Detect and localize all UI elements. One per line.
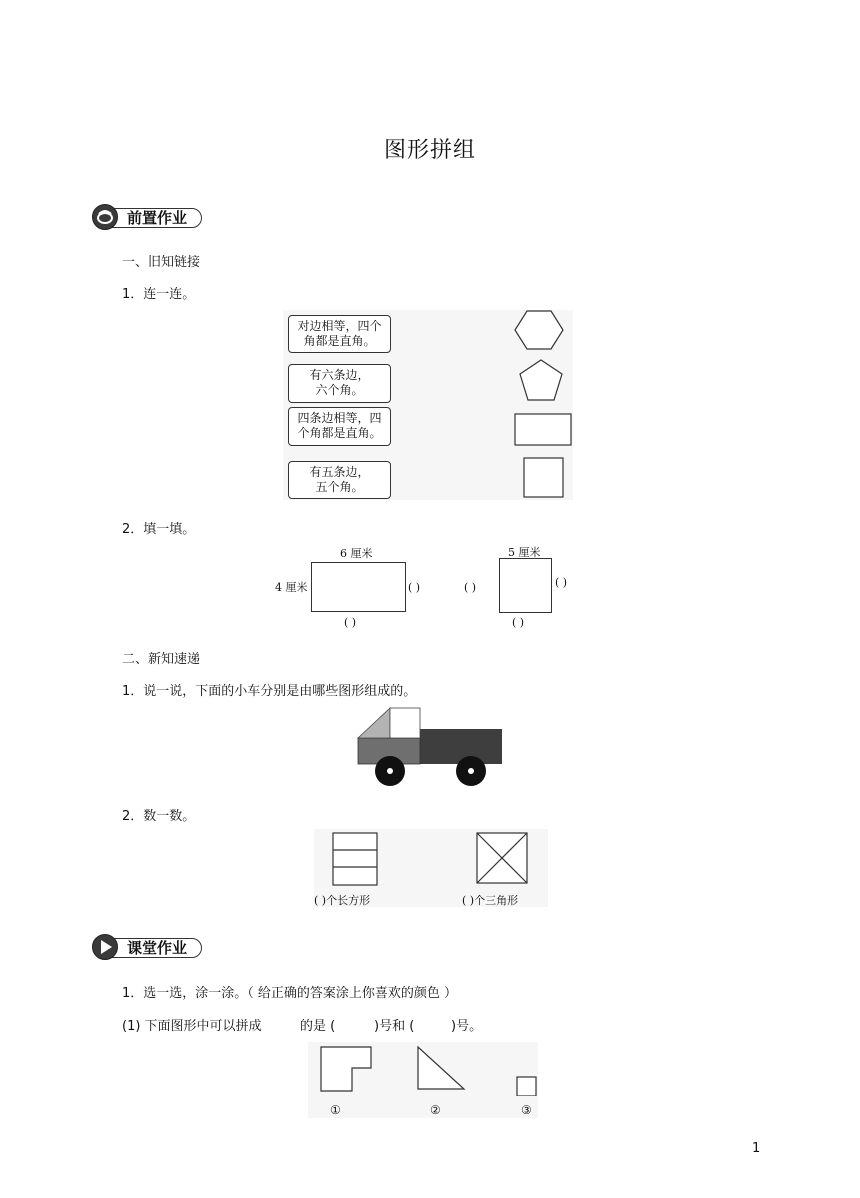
right-triangle — [418, 1047, 464, 1089]
count-shapes — [330, 830, 550, 888]
rect-bottom-blank: ( ) — [344, 616, 357, 629]
choice-label-2: ② — [430, 1103, 441, 1117]
rectangle-shape — [515, 414, 571, 445]
rect-top-label: 6 厘米 — [340, 547, 373, 560]
square-figure — [499, 558, 552, 613]
stacked-rectangles — [333, 833, 377, 885]
rect-figure — [311, 562, 406, 612]
square-bottom-blank: ( ) — [512, 616, 525, 629]
q1-text: 1．连一连。 — [122, 287, 196, 302]
match-box-4 — [288, 461, 391, 499]
part3-sub1-lead: (1) 下面图形中可以拼成 — [122, 1019, 262, 1034]
match-box-2 — [288, 364, 391, 403]
square-left-blank: ( ) — [464, 581, 477, 594]
match-box-line: 角都是直角。 — [303, 334, 376, 348]
section-banner-pre — [92, 204, 212, 230]
matching-shapes — [505, 308, 585, 503]
pentagon-shape — [520, 360, 562, 400]
square-top-label: 5 厘米 — [508, 546, 541, 559]
choice-shapes — [318, 1044, 543, 1096]
match-box-line: 有五条边， — [309, 465, 370, 479]
truck-window-square — [390, 708, 420, 738]
truck-hub-right — [468, 768, 474, 774]
square-right-blank: ( ) — [555, 576, 568, 589]
count-label-triangles: ( )个三角形 — [462, 894, 519, 907]
page-number: 1 — [752, 1141, 761, 1156]
square-shape — [524, 458, 563, 497]
part2-q2-text: 2．数一数。 — [122, 809, 196, 824]
banner-label: 课堂作业 — [106, 938, 202, 958]
part3-q1-text: 1．选一选，涂一涂。（ 给正确的答案涂上你喜欢的颜色 ） — [122, 986, 458, 1001]
count-label-rectangles: ( )个长方形 — [314, 894, 371, 907]
match-box-line: 对边相等，四个 — [297, 319, 382, 333]
rect-left-label: 4 厘米 — [275, 581, 308, 594]
l-shape — [321, 1047, 371, 1091]
match-box-3 — [288, 407, 391, 446]
q2-text: 2．填一填。 — [122, 522, 196, 537]
section-banner-class — [92, 934, 212, 960]
part3-sub1-end: )号。 — [451, 1019, 483, 1034]
hexagon-shape — [515, 311, 563, 349]
banner-label: 前置作业 — [106, 208, 202, 228]
truck-body-rectangle — [418, 729, 502, 764]
part3-sub1-mid2: )号和 ( — [374, 1019, 415, 1034]
match-box-line: 六个角。 — [315, 383, 364, 397]
part2-heading: 二、新知速递 — [122, 652, 201, 667]
match-box-1 — [288, 315, 391, 353]
part2-q1-text: 1．说一说，下面的小车分别是由哪些图形组成的。 — [122, 684, 417, 699]
match-box-line: 四条边相等，四 — [297, 411, 382, 425]
part3-sub1-mid: 的是 ( — [300, 1019, 336, 1034]
choice-label-1: ① — [330, 1103, 341, 1117]
play-icon — [92, 934, 118, 960]
match-box-line: 个角都是直角。 — [297, 426, 382, 440]
rect-right-blank: ( ) — [408, 581, 421, 594]
match-box-line: 有六条边， — [309, 368, 370, 382]
truck-triangle — [358, 708, 390, 738]
banner-icon — [92, 204, 118, 230]
small-square — [517, 1077, 536, 1096]
match-box-line: 五个角。 — [315, 480, 364, 494]
truck-hub-left — [387, 768, 393, 774]
truck-figure — [355, 705, 505, 787]
part1-heading: 一、旧知链接 — [122, 255, 201, 270]
page-title: 图形拼组 — [383, 138, 476, 163]
choice-label-3: ③ — [521, 1103, 532, 1117]
